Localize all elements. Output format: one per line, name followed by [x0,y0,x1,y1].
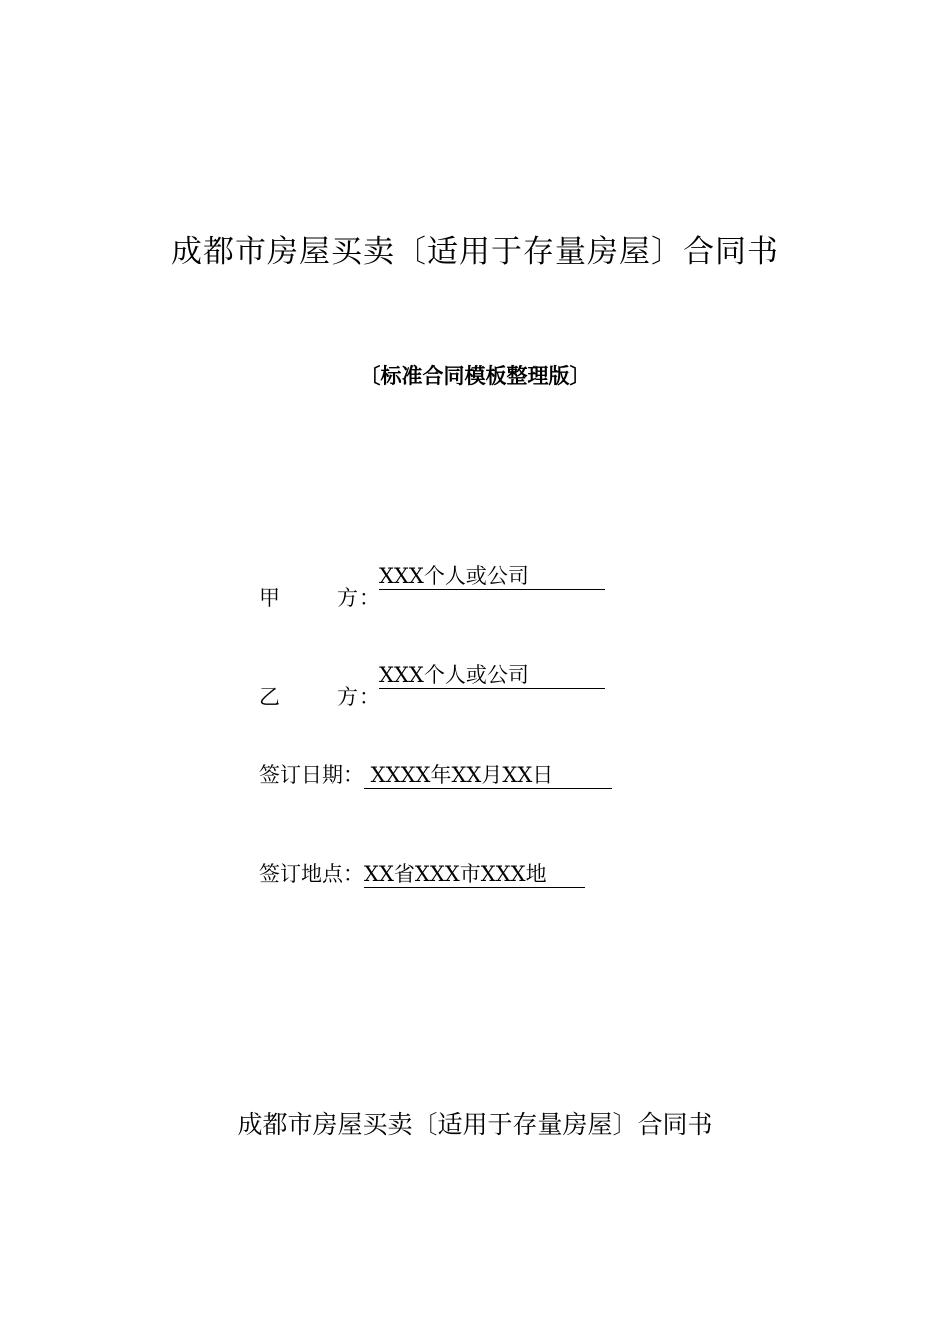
party-a-label-char2: 方 [337,586,358,610]
document-title: 成都市房屋买卖〔适用于存量房屋〕合同书 [171,234,779,270]
footer-title: 成都市房屋买卖〔适用于存量房屋〕合同书 [237,1110,713,1139]
sign-place-field [259,859,585,889]
party-a-value: XXX个人或公司 [379,564,605,590]
sign-date-value: XXXX年XX月XX日 [364,763,612,789]
sign-place-value: XX省XXX市XXX地 [364,862,585,888]
sign-place-label: 签订地点： [259,862,364,886]
party-a-label-colon: ： [359,586,380,610]
party-a-label-char1: 甲 [259,586,280,610]
party-b-value: XXX个人或公司 [379,663,605,689]
sign-date-field [259,760,612,790]
party-b-label-char2: 方 [337,685,358,709]
party-a-field [259,561,605,610]
party-b-label-char1: 乙 [259,685,280,709]
party-b-label-colon: ： [359,685,380,709]
document-subtitle: 〔标准合同模板整理版〕 [359,363,591,388]
party-b-field [259,660,605,709]
sign-date-label: 签订日期： [259,763,364,787]
